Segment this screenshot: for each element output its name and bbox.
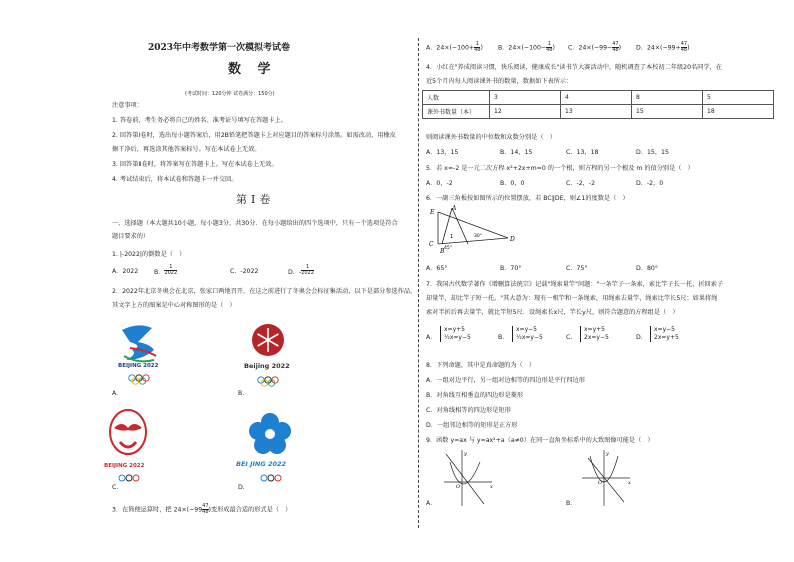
- equation-system-b: [512, 326, 543, 342]
- q1-option-a: A．2022: [112, 268, 139, 275]
- note-line: 4. 考试结束后，将本试卷和答题卡一并交回。: [112, 176, 238, 183]
- table-cell: 15: [632, 105, 703, 119]
- q3-option-d: D．24×(−99+ $\frac{47}{48}$ ): [636, 41, 690, 53]
- equation: ½x=y−5: [516, 334, 543, 341]
- q1-option-c: C．-2022: [230, 268, 259, 275]
- olympic-ring: [126, 475, 132, 481]
- q8-option-c: C．对角线相等的四边形是矩形: [426, 407, 511, 414]
- q5-option-c: C．-2，-2: [566, 180, 596, 187]
- equation: 2x=y+5: [654, 334, 679, 341]
- equation-system-a: [440, 326, 471, 342]
- triangle-diagram: [428, 204, 518, 256]
- axis-label: x: [628, 480, 631, 486]
- equation: x=y+5: [584, 326, 605, 333]
- point-label: D: [510, 236, 515, 243]
- question-4-stem: 4．小红在"养成阅读习惯，快乐阅读，健康成长"读书节大赛活动中，随机调查了本校初二年级20名同学，在: [426, 64, 722, 71]
- table-cell: 课外书数量（本）: [423, 105, 490, 119]
- question-7-stem: 却量竿，却比竿子短一托。"其大意为：现有一根竿和一条绳索，用绳索去量竿，绳索比竿长5尺；如果将绳: [426, 295, 718, 302]
- question-4-stem: 近5个月内每人阅读课外书的数量，数据如下表所示：: [426, 78, 573, 85]
- q5-option-a: A．0，-2: [426, 180, 453, 187]
- note-line: 1. 答卷前，考生务必将自己的姓名、准考证号填写在答题卡上。: [112, 117, 287, 124]
- logo-option-b: [238, 318, 298, 392]
- equation: ½x=y−5: [444, 334, 471, 341]
- column-divider: [418, 38, 419, 528]
- graph-option-a: [440, 448, 496, 508]
- q2-option-d: D．: [238, 484, 249, 491]
- table-cell: 5: [703, 91, 774, 105]
- q9-option-b: B．: [566, 500, 577, 507]
- q6-option-c: C．75°: [566, 265, 588, 272]
- table-cell: 4: [561, 91, 632, 105]
- equation: x=y+5: [444, 326, 465, 333]
- section-title: 第Ⅰ卷: [236, 193, 275, 206]
- line-curve: [588, 458, 624, 502]
- table-cell: 18: [703, 105, 774, 119]
- question-3-stem: 3．在简便运算时，把 24×(−99 $\frac{47}{48}$ )变形成最合适的形式是（ ）: [112, 503, 292, 515]
- reading-data-table: [422, 90, 774, 119]
- question-8-stem: 8．下列命题，其中是真命题的为（ ）: [426, 362, 536, 369]
- table-cell: 12: [490, 105, 561, 119]
- question-5-stem: 5．若 x=-2 是一元二次方程 x²+2x+m=0 的一个根，则方程的另一个根及 m 的值分别是（ ）: [426, 165, 694, 172]
- table-cell: 3: [490, 91, 561, 105]
- point-label: C: [429, 241, 434, 248]
- q1-option-b: B． $\frac{1}{2022}$: [154, 264, 178, 276]
- q7-option-d: D．: [636, 334, 647, 341]
- q4-option-b: B．14，15: [500, 149, 533, 156]
- q6-option-d: D．80°: [636, 265, 658, 272]
- point-label: E: [430, 209, 435, 216]
- table-cell: 13: [561, 105, 632, 119]
- line-curve: [446, 454, 484, 504]
- question-9-stem: 9．函数 y=ax 与 y=ax²+a（a≠0）在同一直角坐标系中的大致图像可能是（ ）: [426, 437, 654, 444]
- equation: x=y−5: [516, 326, 537, 333]
- angle-label: 45°: [444, 246, 452, 251]
- question-7-stem: 7．我国古代数学著作《增删算法统宗》记载"绳索量竿"问题："一条竿子一条索，索比竿子长一托，折回索子: [426, 281, 724, 288]
- note-line: 擦干净后，再选涂其他答案标号。写在本试卷上无效。: [112, 146, 261, 153]
- origin-label: O: [456, 484, 461, 490]
- q7-option-c: C．: [566, 334, 577, 341]
- notes-heading: 注意事项：: [112, 102, 143, 109]
- graph-option-b: [578, 448, 634, 508]
- q3-option-b: B．24×(−100− $\frac{1}{48}$ ): [498, 41, 555, 53]
- olympic-ring: [119, 475, 125, 481]
- equation: 2x=y−5: [584, 334, 609, 341]
- q1-option-d: D．- $\frac{1}{2022}$: [288, 264, 314, 276]
- logo-b-text: Beijing 2022: [244, 362, 290, 370]
- q2-option-c: C．: [112, 484, 123, 491]
- q8-option-a: A．一组对边平行，另一组对边相等的四边形是平行四边形: [426, 377, 585, 384]
- q4-option-c: C．13，18: [566, 149, 599, 156]
- q8-option-b: B．对角线互相垂直的四边形是菱形: [426, 392, 524, 399]
- axis-label: y: [464, 451, 467, 457]
- logo-option-a: [108, 320, 168, 390]
- equation-system-d: [650, 326, 679, 342]
- origin-label: O: [598, 480, 603, 486]
- exam-meta: (考试时间：120分钟 试卷满分：150分): [185, 91, 275, 97]
- q2-option-a: A．: [112, 390, 123, 397]
- question-2-stem: 其文字上方的图案是中心对称图形的是（ ）: [112, 302, 236, 309]
- logo-option-c: [98, 406, 158, 486]
- note-line: 2. 回答第Ⅰ卷时，选出每小题答案后，用2B铅笔把答题卡上对应题目的答案标号涂黑。如需改动，用橡皮: [112, 132, 396, 139]
- olympic-ring: [261, 475, 267, 481]
- q8-option-d: D．一组邻边相等的矩形是正方形: [426, 422, 518, 429]
- q4-option-a: A．13，15: [426, 149, 459, 156]
- axis-label: y: [606, 451, 609, 457]
- section-intro: 题目要求的）: [112, 233, 150, 240]
- q4-option-d: D．15，15: [636, 149, 669, 156]
- point-label: B: [440, 248, 445, 255]
- diagram-line: [438, 212, 508, 238]
- axis-label: x: [490, 484, 493, 490]
- table-row: [423, 91, 774, 105]
- note-line: 3. 回答第Ⅱ卷时，将答案写在答题卡上。写在本试卷上无效。: [112, 161, 278, 168]
- section-intro: 一、选择题（本大题共10小题，每小题3分，共30分．在每小题给出的四个选项中，只有一个选项是符合: [112, 220, 398, 227]
- page-title: 2023年中考数学第一次模拟考试卷: [148, 43, 291, 53]
- point-label: A: [452, 205, 457, 212]
- q3-option-a: A．24×(−100+ $\frac{1}{48}$ ): [426, 41, 483, 53]
- q7-option-b: B．: [498, 334, 509, 341]
- q6-option-b: B．70°: [500, 265, 522, 272]
- table-cell: 人数: [423, 91, 490, 105]
- q5-option-d: D．-2，0: [636, 180, 664, 187]
- question-1-stem: 1. |-2022|的倒数是（ ）: [112, 251, 186, 258]
- ribbon-graphic: [122, 325, 154, 360]
- diagram-line: [438, 238, 508, 244]
- table-cell: 8: [632, 91, 703, 105]
- angle-label: 1: [450, 234, 454, 240]
- subject-title: 数 学: [228, 62, 277, 77]
- logo-c-text: BEIJING 2022: [104, 463, 145, 469]
- table-row: [423, 105, 774, 119]
- question-2-stem: 2．2022年北京冬奥会在北京，张家口两地召开，在这之前进行了冬奥会会标征集活动，以下是部分参选作品，: [112, 288, 417, 295]
- flower-center: [265, 429, 275, 439]
- q9-option-a: A．: [426, 500, 437, 507]
- q7-option-a: A．: [426, 334, 437, 341]
- diagram-line: [452, 208, 468, 244]
- equation: x=y−5: [654, 326, 675, 333]
- olympic-ring: [275, 475, 281, 481]
- q5-option-b: B．0，0: [500, 180, 525, 187]
- olympic-ring: [133, 475, 139, 481]
- q2-option-b: B．: [238, 390, 249, 397]
- olympic-ring: [268, 475, 274, 481]
- angle-label: 30°: [474, 234, 482, 239]
- q3-option-c: C．24×(−99− $\frac{47}{48}$ ): [568, 41, 622, 53]
- logo-d-text: BEI JING 2022: [236, 460, 287, 468]
- logo-option-d: [240, 408, 300, 488]
- q6-option-a: A．65°: [426, 265, 448, 272]
- equation-system-c: [580, 326, 609, 342]
- question-7-stem: 索对半折后再去量竿，就比竿短5尺．设绳索长x尺，竿长y尺，则符合题意的方程组是（ ）: [426, 309, 679, 316]
- question-4-stem: 则阅读课外书数量的中位数和众数分别是（ ）: [426, 134, 556, 141]
- logo-a-text: BEIJING 2022: [118, 363, 159, 369]
- question-6-stem: 6．一副三角板按如图所示的位置摆放，若 BC∥DE，则∠1的度数是（ ）: [426, 195, 629, 202]
